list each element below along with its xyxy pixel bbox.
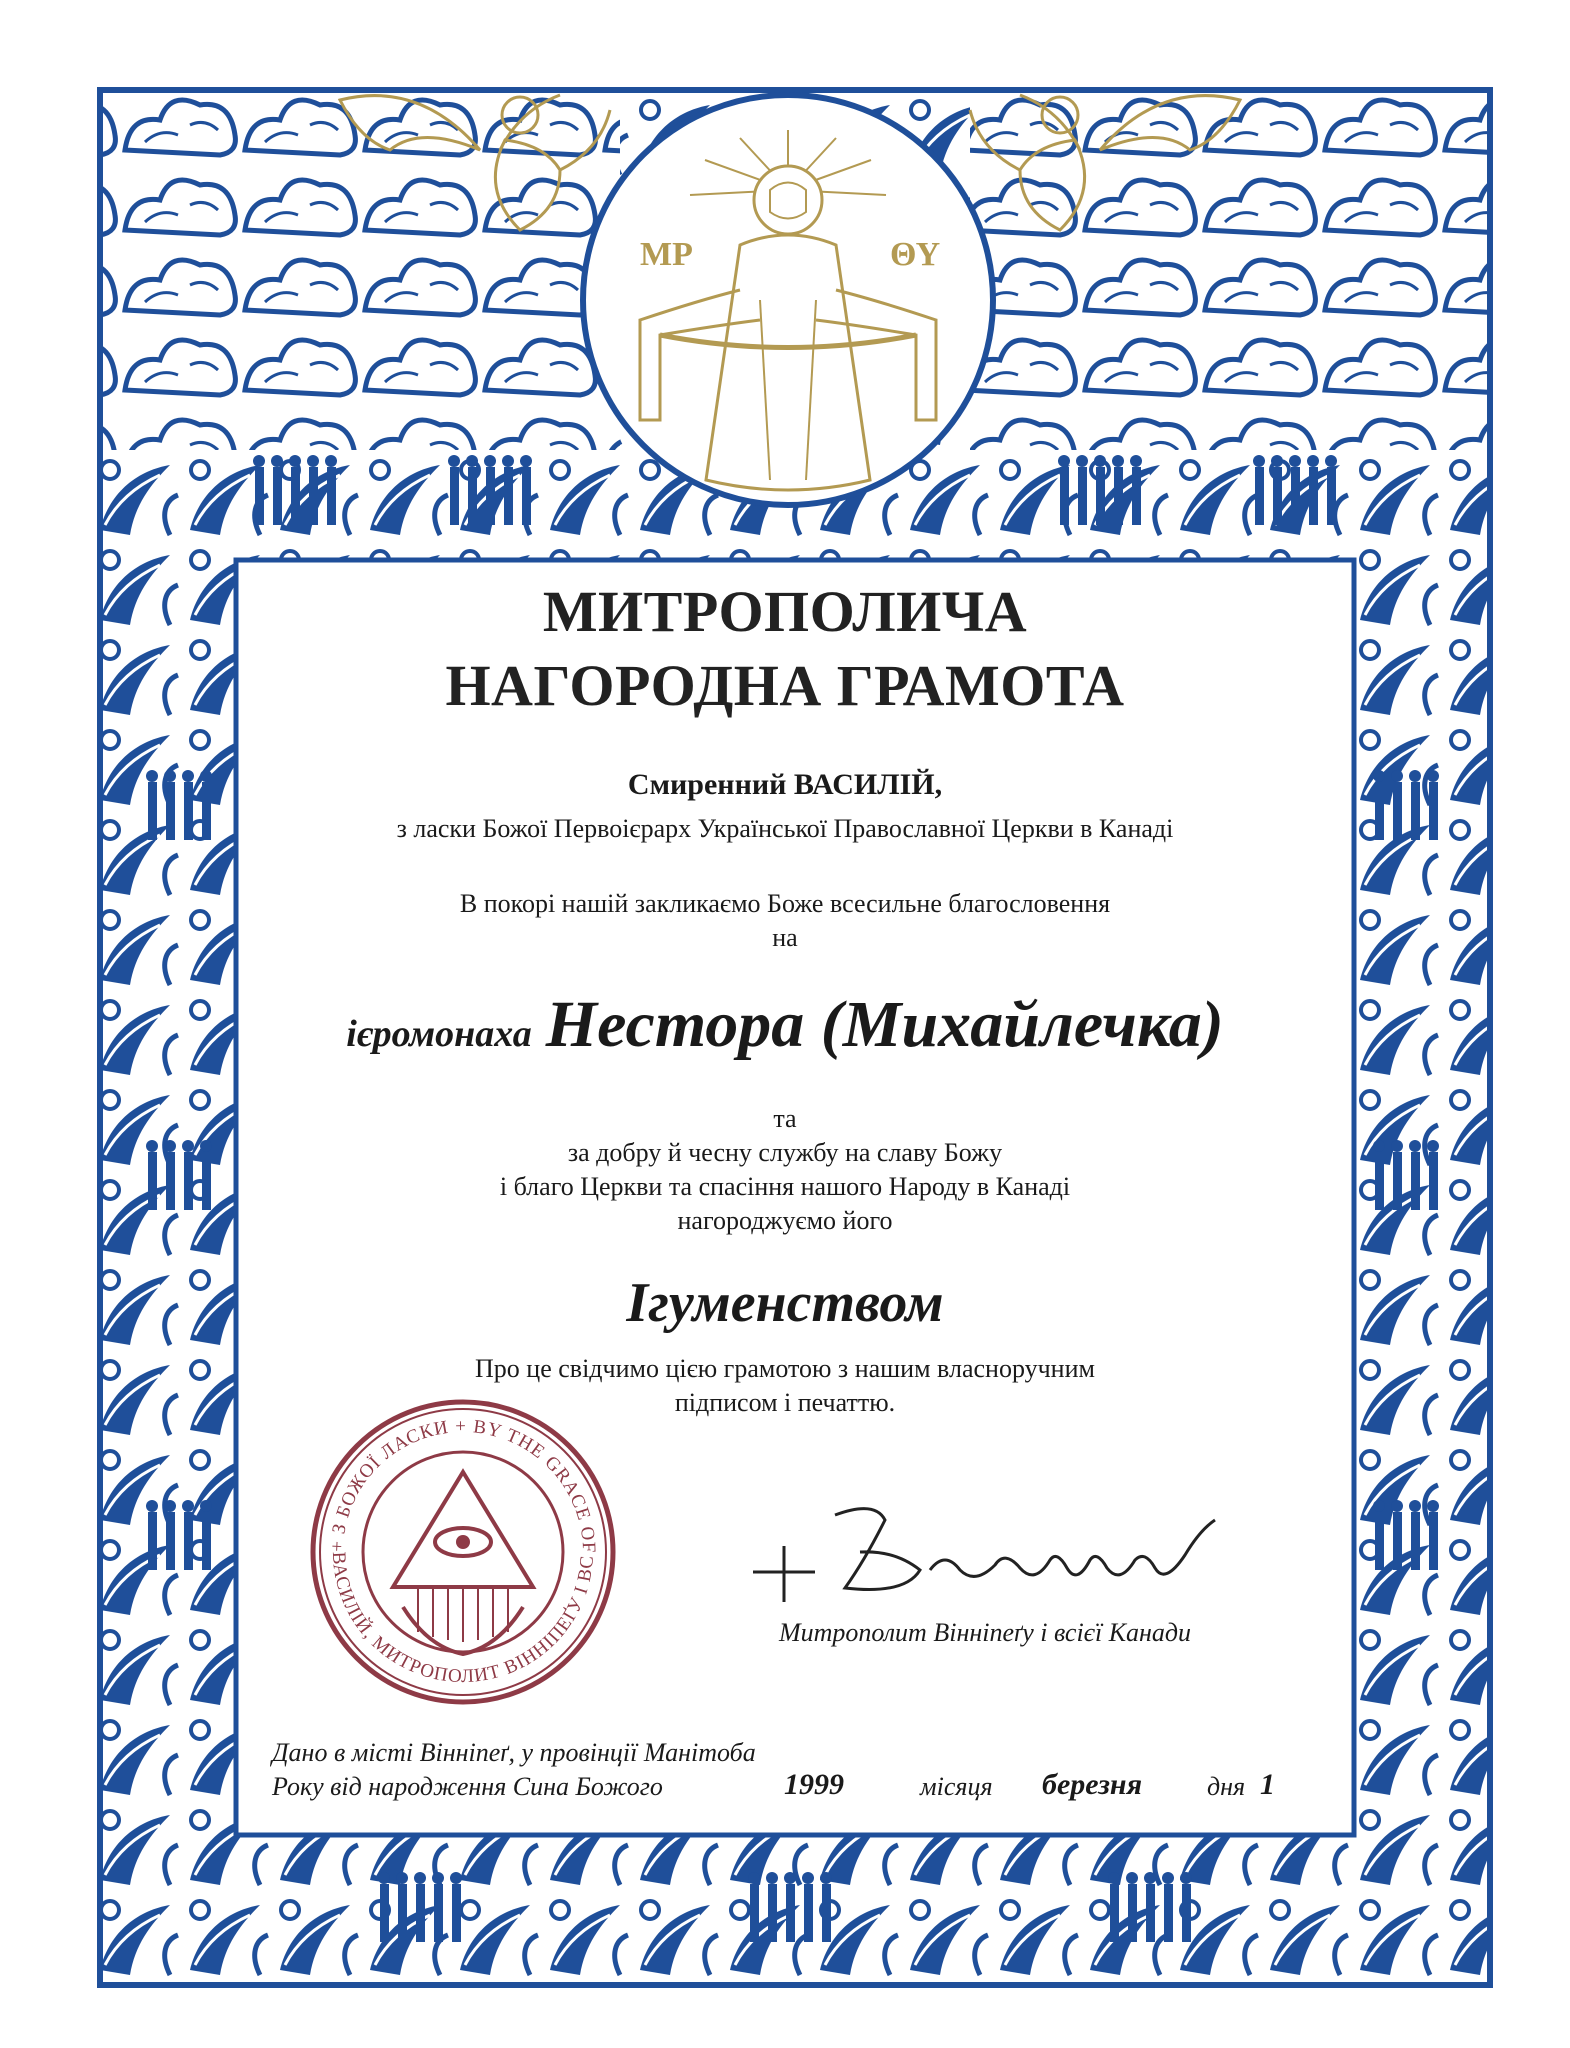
issuer-name: Смиренний ВАСИЛІЙ, (627, 768, 943, 801)
icon-inscription-left: МР (640, 236, 693, 273)
signer-title: Митрополит Вінніпеґу і всієї Канади (778, 1618, 1192, 1647)
title-line-1: МИТРОПОЛИЧА (542, 579, 1028, 644)
recipient (240, 983, 1330, 1084)
year-value: 1999 (784, 1768, 844, 1801)
recipient-name: Нестора (Михайлечка) (545, 988, 1224, 1061)
conjunction: та (773, 1104, 797, 1133)
seal-drawing (308, 1392, 618, 1712)
official-seal (308, 1392, 618, 1712)
year-label: Року від народження Сина Божого (272, 1772, 663, 1801)
day-value: 1 (1260, 1768, 1275, 1801)
issuer-title: з ласки Божої Первоієрарх Української Православної Церкви в Канаді (396, 814, 1174, 843)
reason-line-2: і благо Церкви та спасіння нашого Народу в Канаді (499, 1172, 1071, 1201)
title-line-2: НАГОРОДНА ГРАМОТА (445, 653, 1125, 718)
signature-drawing (745, 1490, 1225, 1610)
day-label: дня (1207, 1772, 1246, 1801)
certificate-text (240, 575, 1330, 1420)
eye-triangle-icon (393, 1472, 533, 1654)
seal-text-top: + З БОЖОЇ ЛАСКИ + BY THE GRACE OF (326, 1415, 600, 1554)
testify-line-2: підписом і печаттю. (674, 1388, 896, 1417)
icon-medallion (583, 95, 993, 505)
invocation-line-2: на (772, 923, 798, 952)
invocation-line-1: В покорі нашій закликаємо Боже всесильне благословення (459, 889, 1111, 918)
month-label: місяця (920, 1772, 993, 1801)
testify-line-1: Про це свідчимо цією грамотою з нашим власноручним (475, 1354, 1095, 1383)
seal-text-bottom: ВАСИЛІЙ, МИТРОПОЛИТ ВІННІПЕҐУ І ВС (327, 1551, 599, 1688)
month-value: березня (1042, 1768, 1143, 1801)
signature (745, 1490, 1225, 1610)
reason-line-1: за добру й чесну службу на славу Божу (567, 1138, 1003, 1167)
date-line (272, 1768, 1292, 1816)
recipient-rank: ієромонаха (346, 1013, 532, 1055)
icon-inscription-right: ΘΥ (890, 236, 941, 273)
award-title: Ігуменством (626, 1272, 944, 1334)
given-at: Дано в місті Вінніпеґ, у провінції Манітоба (272, 1738, 756, 1767)
reason-line-3: нагороджуємо його (677, 1206, 893, 1235)
